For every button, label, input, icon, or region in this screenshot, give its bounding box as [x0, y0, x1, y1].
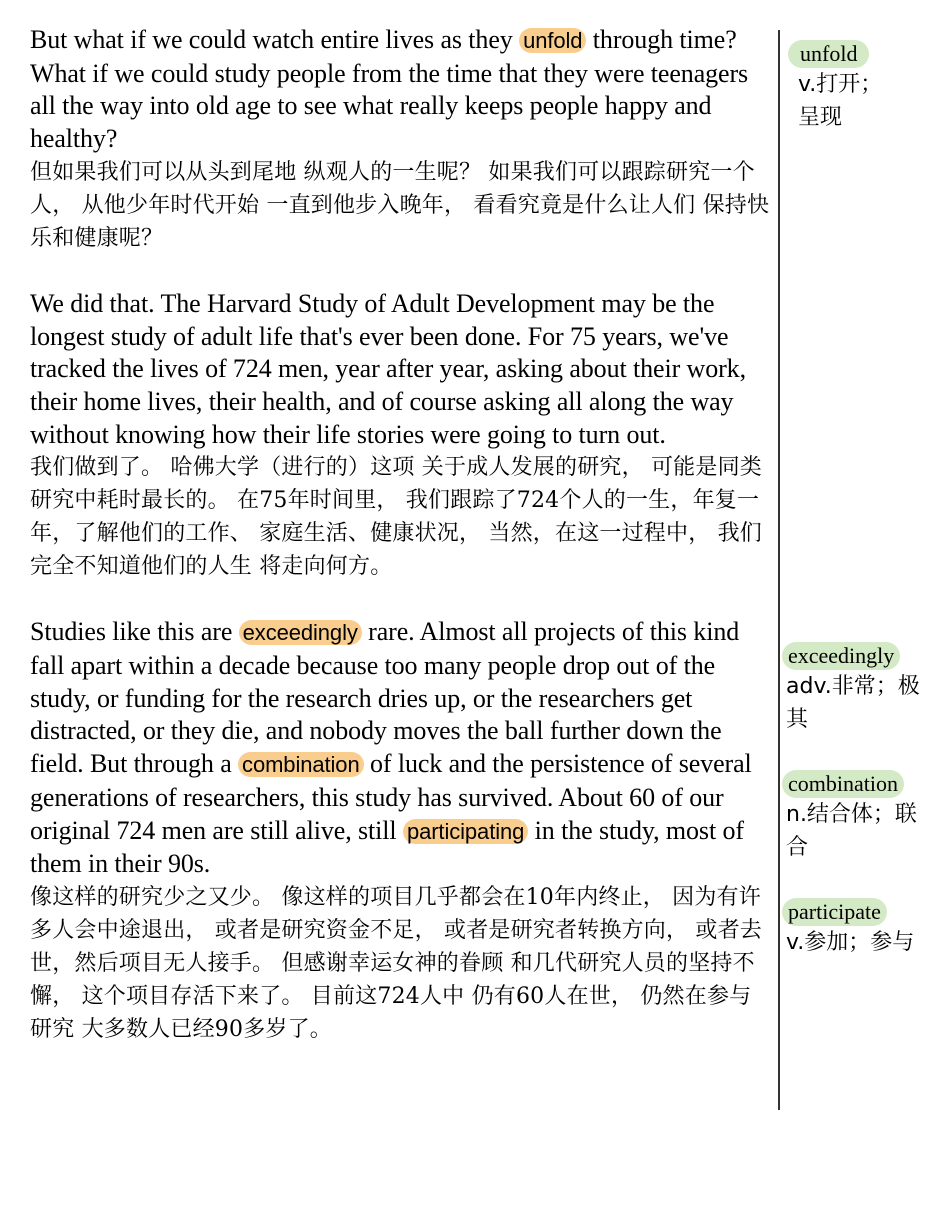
- chinese-translation: 我们做到了。 哈佛大学（进行的）这项 关于成人发展的研究， 可能是同类研究中耗时最长的。 在75年时间里， 我们跟踪了724个人的一生，年复一年，了解他们的工作、 家庭生活、健康状况， 当然，在这一过程中， 我们完全不知道他们的人生 将走向何方。: [30, 455, 762, 580]
- english-paragraph: [30, 24, 770, 156]
- vocab-definition: v.打开；呈现: [798, 72, 883, 130]
- paragraph-block: [30, 288, 770, 584]
- chinese-translation: 像这样的研究少之又少。 像这样的项目几乎都会在10年内终止， 因为有许多人会中途退出， 或者是研究资金不足， 或者是研究者转换方向， 或者去世，然后项目无人接手。 但感谢幸运女神的眷顾 和几代研究人员的坚持不懈， 这个项目存活下来了。 目前这724人中 仍有60人在世， 仍然在参与研究 大多数人已经90多岁了。: [30, 884, 762, 1042]
- highlighted-word[interactable]: combination: [238, 752, 364, 777]
- main-column: [30, 24, 770, 1046]
- margin-divider: [778, 30, 780, 1110]
- highlighted-word[interactable]: exceedingly: [239, 620, 362, 645]
- vocab-note: [782, 770, 932, 864]
- vocab-note: [788, 40, 938, 134]
- vocab-word[interactable]: combination: [782, 770, 904, 798]
- vocab-word[interactable]: exceedingly: [782, 642, 900, 670]
- english-paragraph: [30, 616, 770, 881]
- text-segment: Studies like this are: [30, 617, 239, 647]
- text-segment: But what if we could watch entire lives as they: [30, 25, 520, 54]
- paragraph-spacer: [30, 255, 770, 288]
- vocab-note: [782, 898, 932, 959]
- paragraph-block: [30, 24, 770, 255]
- vocab-definition: adv.非常；极其: [786, 674, 920, 732]
- highlighted-word[interactable]: participating: [403, 819, 528, 844]
- text-segment: We did that. The Harvard Study of Adult Development may be the longest study of adult life that's ever been done. For 75 years, we've tracked the lives of 724 men, year after year, asking about their work, their home lives, their health, and of course asking all along the way without knowing how their life stories were going to turn out.: [30, 288, 746, 449]
- text-segment: in the study, most of them in their 90s.: [30, 815, 744, 879]
- vocab-definition: n.结合体；联合: [786, 802, 917, 860]
- vocab-definition: v.参加；参与: [786, 930, 915, 955]
- vocab-note: [782, 642, 932, 736]
- text-segment: of luck and the persistence of several generations of researchers, this study has survived. About 60 of our original 724 men are still alive, still: [30, 749, 752, 845]
- vocab-word[interactable]: participate: [782, 898, 887, 926]
- paragraph-spacer: [30, 583, 770, 616]
- paragraph-block: [30, 616, 770, 1046]
- highlighted-word[interactable]: unfold: [519, 28, 586, 53]
- text-segment: through time? What if we could study people from the time that they were teenagers all the way into old age to see what really keeps people happy and healthy?: [30, 25, 749, 154]
- text-segment: rare. Almost all projects of this kind fall apart within a decade because too many people drop out of the study, or funding for the research dries up, or the researchers get distracted, or they die, and nobody moves the ball further down the field. But through a: [30, 617, 740, 779]
- english-paragraph: [30, 288, 770, 452]
- vocab-word[interactable]: unfold: [788, 40, 869, 68]
- chinese-translation: 但如果我们可以从头到尾地 纵观人的一生呢？ 如果我们可以跟踪研究一个人， 从他少年时代开始 一直到他步入晚年， 看看究竟是什么让人们 保持快乐和健康呢？: [30, 159, 770, 251]
